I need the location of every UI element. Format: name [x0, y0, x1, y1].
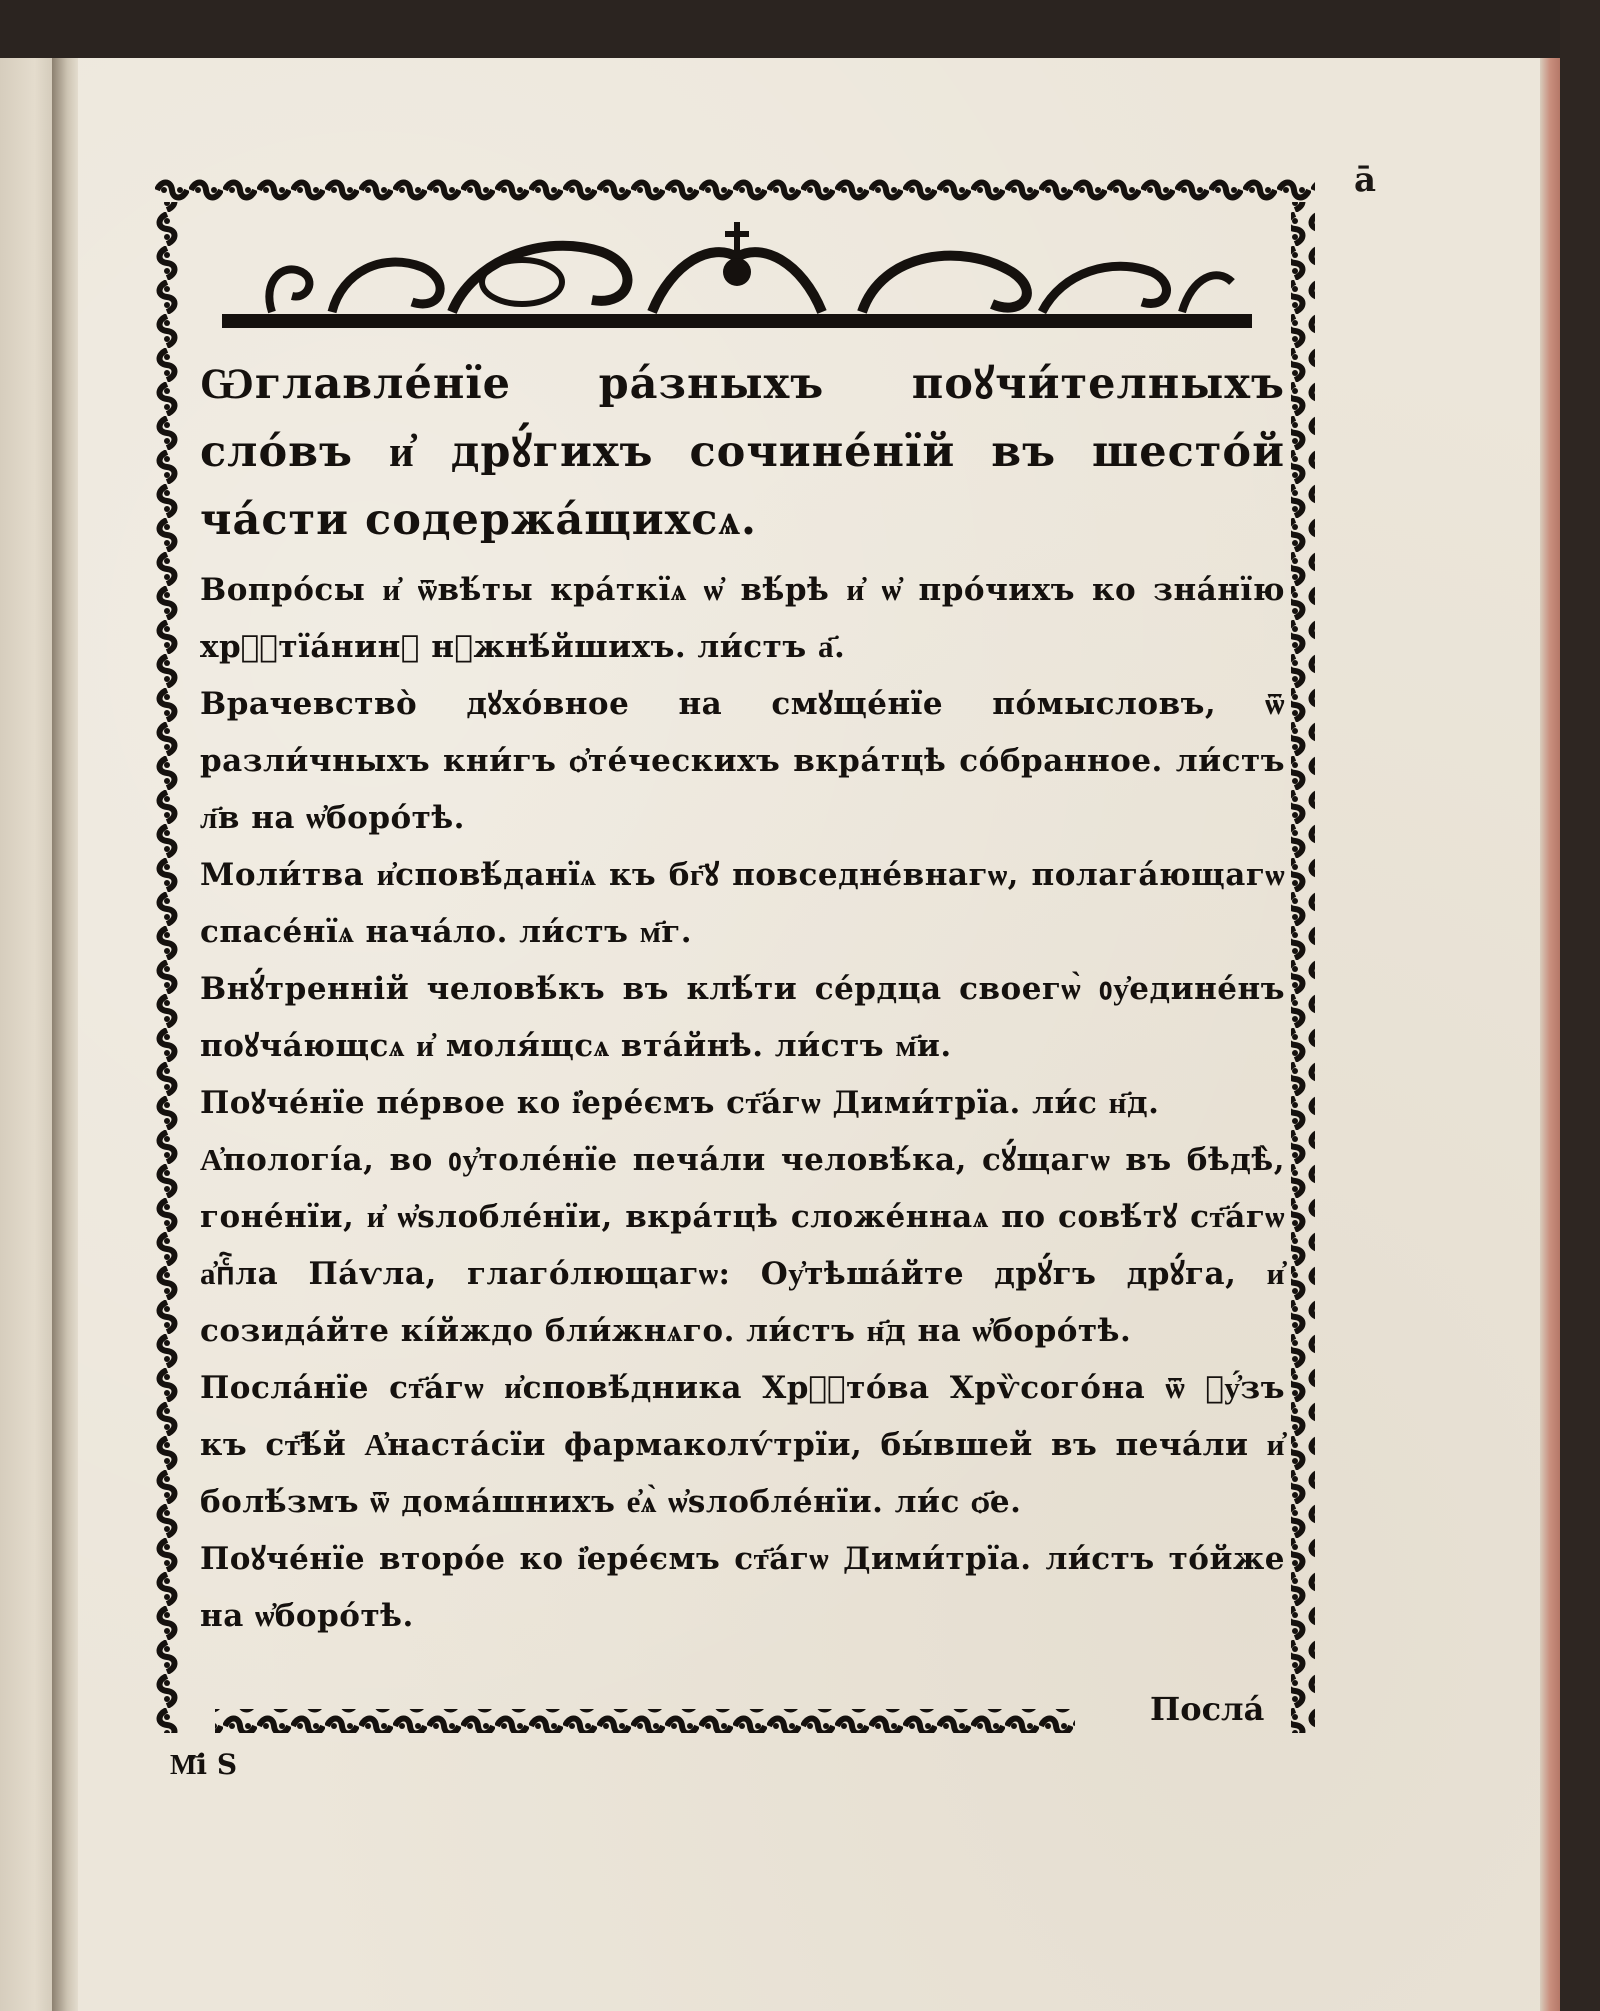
backdrop-top — [0, 0, 1600, 58]
toc-entry: Внꙋ́тренній человѣ́къ въ клѣ́ти се́рдца своегѡ̀ ᲂу҆едине́нъ поꙋча́ющсѧ и҆ моля́щсѧ вта́йнѣ. ли́стъ м҃и. — [200, 971, 1285, 1064]
toc-entry: А҆пологі́а, во ᲂу҆толе́нїе печа́ли человѣ́ка, сꙋ́щагѡ въ бѣдѣ̀, гоне́нїи, и҆ ѡ҆ѕлобле́нїи, вкра́тцѣ сложе́ннаѧ по совѣ́тꙋ ст҃а́гѡ а҆пⷭ҇ла Па́ѵла, глаго́лющагѡ: Оу҆тѣша́йте дрꙋ́гъ дрꙋ́га, и҆ созида́йте кі́йждо бли́жнѧго. ли́стъ н҃д на ѡ҆боро́тѣ. — [200, 1142, 1285, 1349]
toc-entry: Врачевство̀ дꙋхо́вное на смꙋще́нїе по́мысловъ, ѿ разли́чныхъ кни́гъ ѻ҆те́ческихъ вкра́тцѣ со́бранное. ли́стъ л҃в на ѡ҆боро́тѣ. — [200, 686, 1285, 836]
catchword: Посла́ — [1150, 1690, 1265, 1728]
toc-entry: Посла́нїе ст҃а́гѡ и҆сповѣ́дника Хрⷭ҇то́ва Хрѷсого́на ѿ ᲂу҆́зъ къ ст҃ѣ́й А҆наста́сїи фармаколѵ́трїи, бы́вшей въ печа́ли и҆ болѣ́змъ ѿ дома́шнихъ е҆ѧ̀ ѡ҆ѕлобле́нїи. ли́с ѻ҃е. — [200, 1370, 1285, 1520]
page-fore-edge — [1540, 58, 1560, 2011]
facing-page-edge — [0, 58, 58, 2011]
folio-number: ā — [1353, 160, 1377, 200]
table-of-contents — [200, 350, 1285, 1645]
signature-mark: М҃і Ѕ — [170, 1748, 238, 1781]
toc-entry: Вопро́сы и҆ ѿвѣ́ты кра́ткїѧ ѡ҆ вѣ́рѣ и҆ ѡ҆ про́чихъ ко зна́нїю хрⷭ҇тїа́нинꙋ нꙋжнѣ́йшихъ. ли́стъ а҃. — [200, 572, 1285, 665]
toc-title: Ѡглавле́нїе ра́зныхъ поꙋчи́телныхъ сло́въ и҆ дрꙋ́гихъ сочине́нїй въ шесто́й ча́сти содержа́щихсѧ. — [200, 359, 1285, 545]
toc-entry: Поꙋче́нїе пе́рвое ко і҆ере́ємъ ст҃а́гѡ Дими́трїа. ли́с н҃д. — [200, 1085, 1160, 1121]
book-gutter — [52, 58, 80, 2011]
toc-entry: Моли́тва и҆сповѣ́данїѧ къ бг҃ꙋ повседне́внагѡ, полага́ющагѡ спасе́нїѧ нача́ло. ли́стъ м҃г. — [200, 857, 1285, 950]
toc-entry: Поꙋче́нїе второ́е ко і҆ере́ємъ ст҃а́гѡ Дими́трїа. ли́стъ то́йже на ѡ҆боро́тѣ. — [200, 1541, 1285, 1634]
backdrop-right — [1560, 0, 1600, 2011]
ornamental-headpiece — [222, 222, 1252, 332]
